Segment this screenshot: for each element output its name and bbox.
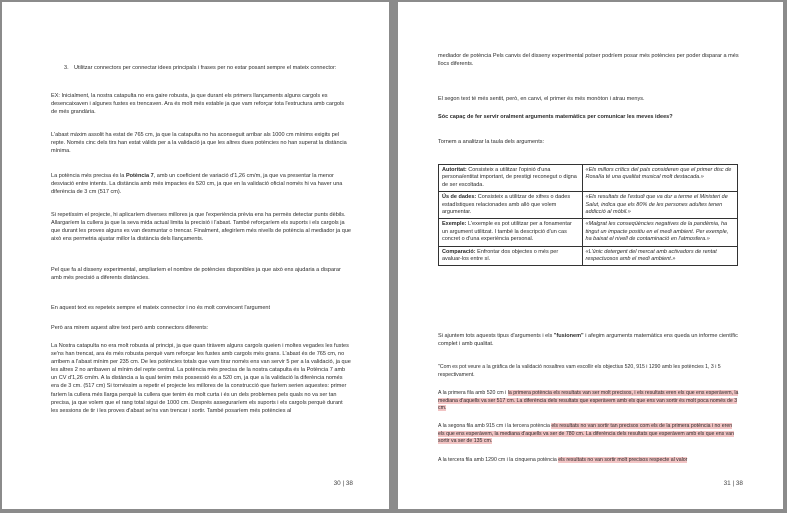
table-row <box>439 165 738 192</box>
argument-term: Autoritat: <box>442 167 467 173</box>
paragraph-continuation: mediador de potència Pels canvis del disseny experimental potser podríem posar més potències per poder disparar a més llocs diferents. <box>438 53 739 68</box>
paragraph-quote: "Com es pot veure a la gràfica de la validació nosaltres vam escollir els objectius 520, 915 i 1290 amb les potències 1, 3 i 5 respectivament. <box>438 364 721 378</box>
text-run: i afegim arguments matemàtics ens queda un informe científic complet i amb qualitat. <box>438 333 738 348</box>
text-bold: "fusionem" <box>553 333 584 339</box>
paragraph-example-2: L'abast màxim assolit ha estat de 765 cm, ja que la catapulta no ha aconseguit arribar als 1000 cm mínims exigits pel repte. Només cinc dels tirs han estat vàlids per a la validació ja que les altres dues potències no han superat la distància mínima. <box>51 132 347 155</box>
paragraph-row-3 <box>438 457 740 465</box>
paragraph-row-2 <box>438 423 740 446</box>
paragraph-conclusion: El segon text té més sentit, però, en canvi, el primer és més monòton i atrau menys. <box>438 96 645 102</box>
argument-example-cell: «Malgrat les conseqüències negatives de la pandèmia, ha tingut un impacte positiu en el medi ambient. Per exemple, ha baixat el nivell de contaminació en l'atmosfera.» <box>582 219 737 246</box>
argument-example-cell: «L'únic detergent del mercat amb activadors de rentat respectuosos amb el medi ambient.» <box>582 246 737 266</box>
paragraph-example-5: Pel que fa al disseny experimental, ampliaríem el nombre de potències disponibles ja que això ens ajudaria a disparar amb més precisió a diferents distàncies. <box>51 267 341 282</box>
table-row <box>439 246 738 266</box>
argument-definition-cell <box>439 246 583 266</box>
table-row <box>439 192 738 219</box>
page-right <box>398 2 783 509</box>
paragraph-row-1 <box>438 390 740 413</box>
paragraph-fusion <box>438 332 740 348</box>
paragraph-example-3 <box>51 172 351 196</box>
text-emphasis: arguments matemàtics <box>525 114 586 120</box>
text-run: , amb un coeficient de variació d'1,26 cm/m, ja que va presentar la menor desviació entre intents. La distància amb més impactes és 520 cm, ja que en la validació oficial només hi va haver una diferència de 3 cm (517 cm). <box>51 173 343 196</box>
text-run: A la primera fila amb 520 cm i <box>438 390 508 396</box>
paragraph-intro: Però ara mirem aquest altre text però amb connectors diferents: <box>51 325 209 331</box>
text-run: per comunicar les meves idees? <box>585 114 673 120</box>
argument-term: Comparació: <box>442 248 476 255</box>
argument-definition-cell <box>439 219 583 246</box>
argument-term: Ús de dades: <box>442 194 477 201</box>
argument-term: Exemple: <box>442 221 467 228</box>
paragraph-table-intro: Tornem a analitzar la taula dels arguments: <box>438 139 545 145</box>
text-bold: Potència 7 <box>125 173 154 179</box>
text-run: La potència més precisa és la <box>51 173 126 179</box>
list-item-text: Utilitzar connectors per connectar idees principals i frases per no estar posant sempre el mateix connector: <box>74 65 337 71</box>
argument-definition: Consisteix a utilitzar l'opinió d'una persona/entitat important, de prestigi reconegut o digna de ser escoltada. <box>442 167 577 188</box>
page-left <box>2 2 389 509</box>
paragraph-example-4: Si repetíssim el projecte, hi aplicaríem diverses millores ja que l'experiència prèvia ens ha permès detectar punts dèbils. Allargaríem la cullera ja que la seva mida actual limita la precisió i l'abast. També reforçaríem els suports i els cargols ja que durant les proves alguns es van desmuntar o trencar. Finalment, afegiríem més nivells de potència al mediador ja que això ens permetria ajustar millor la distància dels llançaments. <box>51 212 352 243</box>
text-run: Sóc capaç de fer servir oralment <box>438 114 526 120</box>
list-item-number: 3. <box>64 65 69 71</box>
argument-example-cell: «Els millors crítics del país consideren que el primer disc de Rosalía té una qualitat musical molt destacada.» <box>582 165 737 192</box>
argument-definition: L'exemple es pot utilitzar per a fonamentar un argument utilitzat. I també la descripció d'un cas concret o d'una experiència personal. <box>442 221 572 243</box>
table-row <box>439 219 738 246</box>
argument-definition-cell <box>439 192 583 219</box>
text-run: Si ajuntem tots aquests tipus d'arguments i els <box>438 333 554 339</box>
argument-example-cell: «Els resultats de l'estudi que va dur a terme el Ministeri de Salut, indica que els 80% de les persones adultes tenen addicció al mòbil.» <box>582 192 737 219</box>
example-label: EX: <box>51 93 60 99</box>
argument-definition: Enfrontar dos objectes o més per avaluar-los entre sí. <box>442 248 559 263</box>
argument-definition-cell <box>439 165 583 192</box>
paragraph-example-text: La Nostra catapulta no era molt robusta al principi, ja que quan tiràvem alguns cargols queien i moltes vegades les fustes se'ns han trencat, ara és més robusta perquè vam reforçar les fustes amb cargols més grans. L'abast és de 765 cm, no arribem a l'abast mínim per 235 cm. De les potències totals que vam tirar només ens van servir 5 per a la validació, ja que les altres 2 no arribaven al mínim del repte central. La potència més precisa de la nostra catapulta és la Potència 7 amb un CV d'1,26 cm/m. A la distància a la qual tenim més possessió és a 520 cm, ja que a la validació la diferència només era de 3 cm. (517 cm) Si tornéssim a repetir el projecte les millores de la construcció que faríem serien aquestes: primer faríem la cullera més llarga perquè la cullera que tenim és molt curta i és un dels problemes pels quals no va ser tan precisa, ja que volem que el rang total sigui de 1000 cm. Després asseguraríem els suports i els cargols perquè durant les sessions de tir i les proves d'abast se'ns van trencar i sortir. També posaríem més potències al <box>51 343 351 414</box>
page-number: 30 | 38 <box>333 480 353 487</box>
text-run: A la tercera fila amb 1290 cm i la cinquena potència <box>438 457 559 463</box>
highlighted-text: la primera potència els resultats van ser molt precisos, i els resultats eren els que ens esperàvem, la mediana d'aquells va ser 517 cm. La diferència dels resultats que esperàvem amb els que ens van sortir és molt poca només de 3 cm. <box>438 390 739 412</box>
paragraph-comment: En aquest text es repeteix sempre el mateix connector i no és molt convincent l'argument <box>51 305 271 311</box>
page-number: 31 | 38 <box>723 480 743 487</box>
highlighted-text: els resultats no van sortir molt precisos respecte al valor <box>558 457 688 463</box>
highlighted-text: els resultats no van sortir tan precisos com els de la primera potència i no eren els que ens esperàvem, la mediana d'aquells va ser de 780 cm. La diferència dels resultats que esperàvem amb els que ens van sortir va ser de 135 cm. <box>438 423 734 445</box>
question-heading <box>438 113 740 121</box>
paragraph-example-1 <box>51 92 351 116</box>
text-run: A la segona fila amb 915 cm i la tercera potència <box>438 423 552 429</box>
arguments-table <box>438 164 738 266</box>
argument-definition: Consisteix a utilitzar de xifres o dades estadístiques relacionades amb allò que volem argumentar. <box>442 194 571 216</box>
paragraph-text: Inicialment, la nostra catapulta no era gaire robusta, ja que durant els primers llançaments alguns cargols es desencaixaven i algunes fustes es trencaven. Ara és molt més estable ja que vam reforçar tota l'estructura amb cargols de més grandària. <box>51 93 345 116</box>
